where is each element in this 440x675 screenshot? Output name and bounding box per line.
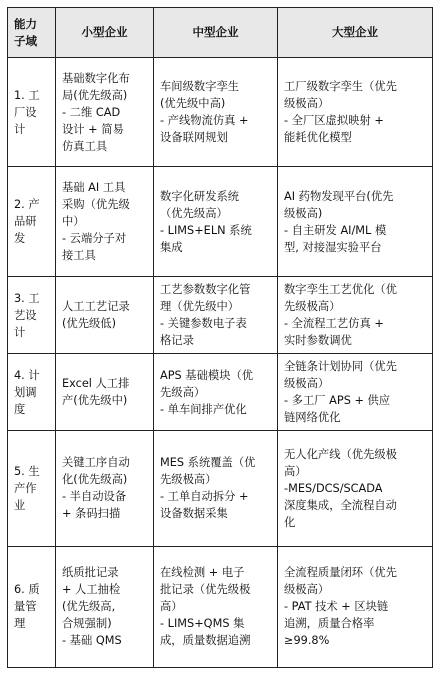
cell-text-line: （优先级高）	[160, 206, 228, 220]
cell-text-line: 成，质量数据追溯	[160, 634, 251, 648]
cell-text-line: - 二维 CAD	[62, 105, 121, 119]
cell-text-line: 链网络优化	[284, 411, 341, 425]
row-subdomain-name	[8, 58, 56, 167]
header-capability-subdomain: 能力 子域	[8, 8, 56, 58]
table-row	[8, 58, 433, 167]
cell-text-line: 设备联网规划	[160, 131, 228, 145]
cell-text-line: 型, 对接湿实验平台	[284, 240, 382, 254]
cell-text-line: 艺设	[14, 308, 37, 322]
cell-text-line: 仿真工具	[62, 139, 108, 153]
cell-text-line: ≥99.8%	[284, 634, 330, 648]
cell-large-enterprise	[278, 546, 433, 667]
cell-text-line: AI 药物发现平台(优先	[284, 189, 394, 203]
header-medium-enterprise: 中型企业	[154, 8, 278, 58]
row-subdomain-name	[8, 167, 56, 277]
cell-text-line: -MES/DCS/SCADA	[284, 481, 383, 495]
cell-text-line: 实时参数调优	[284, 334, 352, 348]
cell-text-line: 设备数据采集	[160, 507, 228, 521]
table-row	[8, 167, 433, 277]
cell-text-line: 纸质批记录	[62, 566, 119, 580]
cell-text-line: 计	[14, 325, 26, 339]
header-row	[8, 8, 433, 58]
cell-text-line: 工厂级数字孪生（优先	[284, 80, 397, 94]
cell-text-line: 4. 计	[14, 368, 40, 382]
cell-text-line: 追溯，质量合格率	[284, 617, 375, 631]
cell-medium-enterprise	[154, 167, 278, 277]
cell-text-line: 接工具	[62, 249, 96, 263]
cell-text-line: - 全厂区虚拟映射 +	[284, 114, 384, 128]
cell-text-line: - LIMS+ELN 系统	[160, 223, 252, 237]
cell-text-line: 2. 产	[14, 198, 40, 212]
cell-large-enterprise	[278, 431, 433, 546]
cell-small-enterprise	[56, 546, 154, 667]
cell-text-line: 计	[14, 122, 26, 136]
cell-medium-enterprise	[154, 58, 278, 167]
cell-text-line: 级极高）	[284, 97, 330, 111]
capability-matrix-table	[7, 7, 433, 668]
cell-text-line: 度	[14, 402, 26, 416]
cell-text-line: - 云端分子对	[62, 232, 127, 246]
cell-text-line: 品研	[14, 215, 37, 229]
cell-text-line: - LIMS+QMS 集	[160, 617, 245, 631]
cell-text-line: 集成	[160, 240, 183, 254]
cell-text-line: 业	[14, 498, 26, 512]
row-subdomain-name	[8, 546, 56, 667]
cell-text-line: 全流程质量闭环（优先	[284, 566, 397, 580]
table-row	[8, 546, 433, 667]
cell-text-line: 人工工艺记录	[62, 300, 130, 314]
cell-text-line: 先级极高）	[284, 300, 341, 314]
cell-text-line: 采购（优先级	[62, 198, 130, 212]
table-row	[8, 277, 433, 354]
cell-text-line: MES 系统覆盖（优	[160, 456, 256, 470]
cell-medium-enterprise	[154, 277, 278, 354]
cell-text-line: - 基础 QMS	[62, 634, 122, 648]
cell-text-line: 厂设	[14, 105, 37, 119]
cell-text-line: (优先级高,	[62, 600, 116, 614]
cell-text-line: 高）	[160, 600, 183, 614]
cell-medium-enterprise	[154, 546, 278, 667]
cell-large-enterprise	[278, 277, 433, 354]
cell-small-enterprise	[56, 353, 154, 431]
cell-small-enterprise	[56, 431, 154, 546]
cell-text-line: Excel 人工排	[62, 377, 130, 391]
cell-text-line: 级极高)	[284, 206, 323, 220]
cell-text-line: 数字孪生工艺优化（优	[284, 283, 397, 297]
cell-text-line: 产(优先级中)	[62, 394, 128, 408]
cell-text-line: 划调	[14, 385, 37, 399]
table-row	[8, 431, 433, 546]
cell-text-line: 在线检测 + 电子	[160, 566, 245, 580]
cell-text-line: 量管	[14, 600, 37, 614]
cell-text-line: - PAT 技术 + 区块链	[284, 600, 389, 614]
cell-text-line: 1. 工	[14, 88, 40, 102]
cell-text-line: 工艺参数数字化管	[160, 283, 251, 297]
cell-small-enterprise	[56, 167, 154, 277]
cell-text-line: APS 基础模块（优	[160, 368, 254, 382]
cell-text-line: 合规强制)	[62, 617, 112, 631]
cell-text-line: 发	[14, 232, 26, 246]
cell-text-line: 局(优先级高)	[62, 88, 128, 102]
cell-text-line: 能耗优化模型	[284, 131, 352, 145]
cell-text-line: 基础 AI 工具	[62, 181, 126, 195]
cell-text-line: (优先级低)	[62, 317, 117, 331]
cell-text-line: - 半自动设备	[62, 490, 127, 504]
cell-text-line: - 多工厂 APS + 供应	[284, 394, 391, 408]
cell-text-line: 高）	[284, 464, 307, 478]
cell-text-line: (优先级中高)	[160, 97, 226, 111]
cell-text-line: 深度集成，全流程自动	[284, 498, 397, 512]
cell-text-line: 关键工序自动	[62, 456, 130, 470]
cell-text-line: 6. 质	[14, 583, 40, 597]
header-small-enterprise: 小型企业	[56, 8, 154, 58]
cell-text-line: 3. 工	[14, 291, 40, 305]
cell-text-line: - 全流程工艺仿真 +	[284, 317, 384, 331]
cell-large-enterprise	[278, 353, 433, 431]
cell-small-enterprise	[56, 58, 154, 167]
cell-medium-enterprise	[154, 353, 278, 431]
cell-text-line: 理（优先级中）	[160, 300, 240, 314]
cell-text-line: 先级高）	[160, 385, 206, 399]
cell-text-line: - 关键参数电子表	[160, 317, 247, 331]
cell-text-line: 化	[284, 515, 296, 529]
cell-text-line: 级极高）	[284, 377, 330, 391]
cell-text-line: 理	[14, 617, 26, 631]
cell-large-enterprise	[278, 167, 433, 277]
cell-small-enterprise	[56, 277, 154, 354]
cell-text-line: + 人工抽检	[62, 583, 121, 597]
table-row	[8, 353, 433, 431]
cell-text-line: - 单车间排产优化	[160, 402, 247, 416]
cell-text-line: - 工单自动拆分 +	[160, 490, 249, 504]
cell-text-line: 化(优先级高)	[62, 473, 128, 487]
cell-text-line: 5. 生	[14, 464, 40, 478]
cell-text-line: 中）	[62, 215, 85, 229]
cell-text-line: 全链条计划协同（优先	[284, 360, 397, 374]
cell-text-line: - 产线物流仿真 +	[160, 114, 249, 128]
cell-text-line: 产作	[14, 481, 37, 495]
cell-text-line: 格记录	[160, 334, 194, 348]
cell-text-line: 数字化研发系统	[160, 189, 240, 203]
cell-text-line: + 条码扫描	[62, 507, 121, 521]
cell-text-line: 车间级数字孪生	[160, 80, 240, 94]
cell-text-line: 设计 + 简易	[62, 122, 124, 136]
header-large-enterprise: 大型企业	[278, 8, 433, 58]
cell-text-line: 批记录（优先级极	[160, 583, 251, 597]
cell-large-enterprise	[278, 58, 433, 167]
cell-text-line: 基础数字化布	[62, 71, 130, 85]
cell-medium-enterprise	[154, 431, 278, 546]
row-subdomain-name	[8, 353, 56, 431]
cell-text-line: - 自主研发 AI/ML 模	[284, 223, 387, 237]
row-subdomain-name	[8, 431, 56, 546]
row-subdomain-name	[8, 277, 56, 354]
cell-text-line: 无人化产线（优先级极	[284, 447, 397, 461]
cell-text-line: 先级极高）	[160, 473, 217, 487]
cell-text-line: 级极高）	[284, 583, 330, 597]
